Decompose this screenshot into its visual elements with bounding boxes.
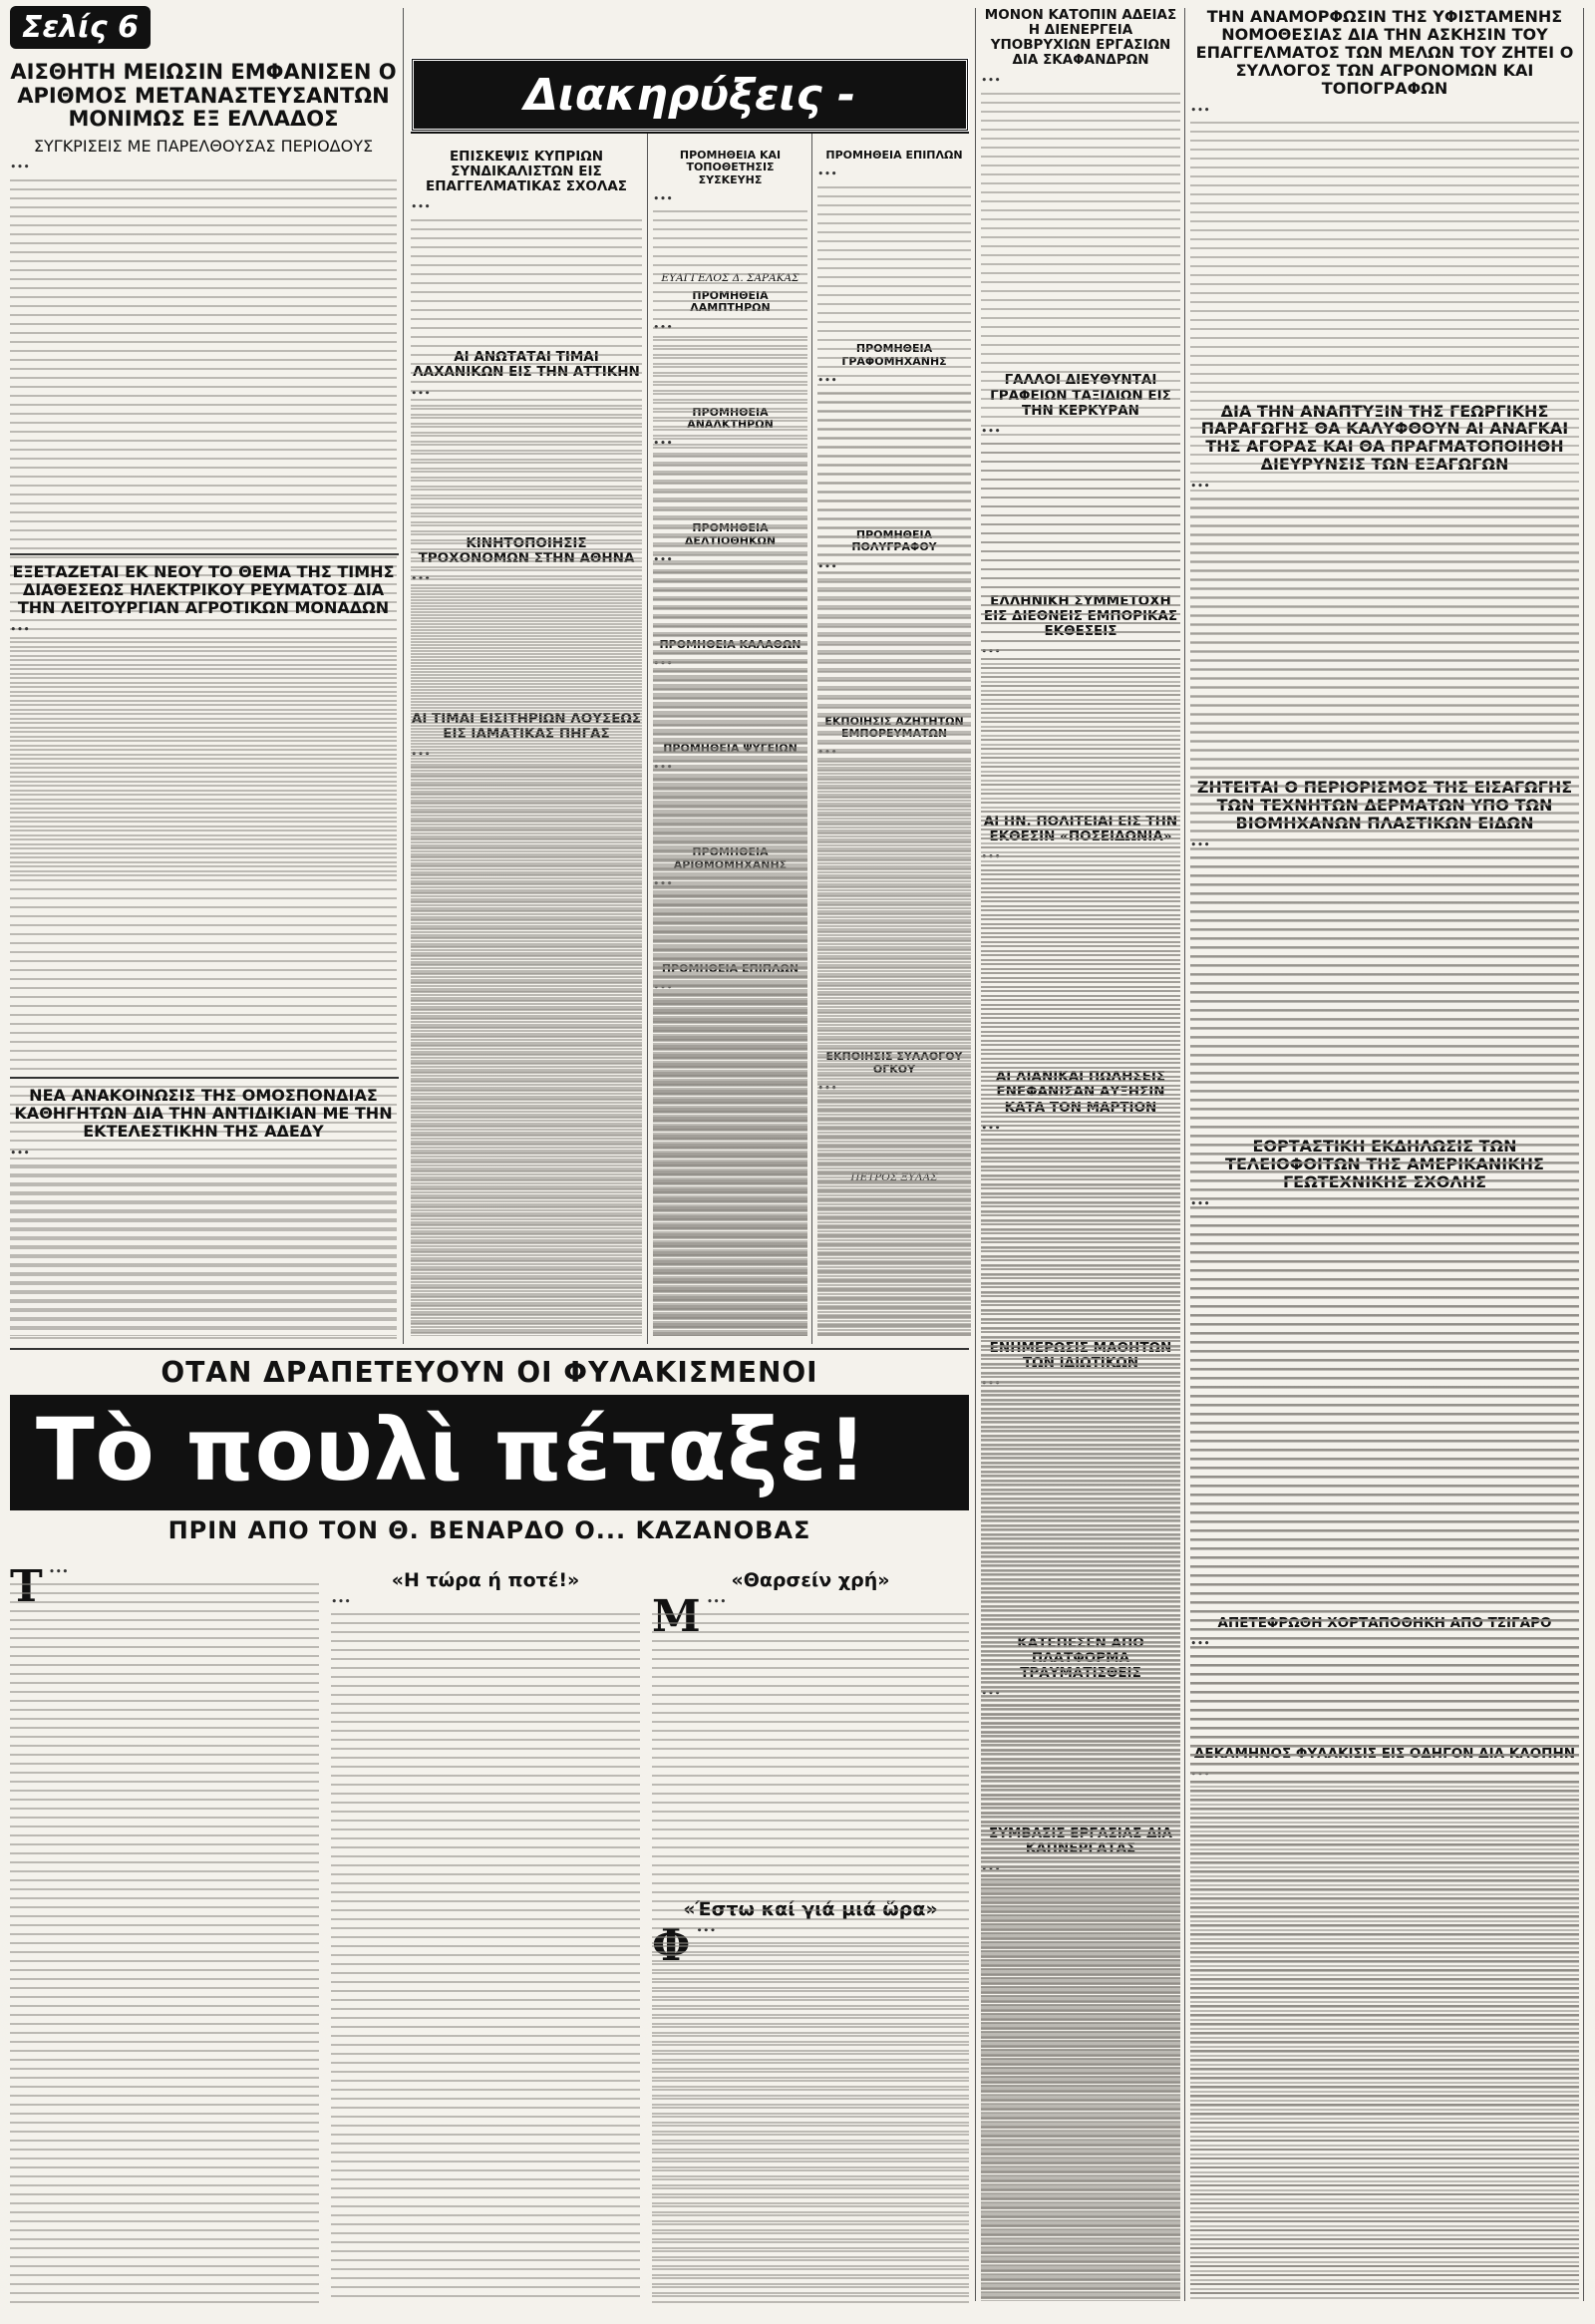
- notice-body-illegible: •••: [817, 374, 971, 523]
- article-headline: ΖΗΤΕΙΤΑΙ Ο ΠΕΡΙΟΡΙΣΜΟΣ ΤΗΣ ΕΙΣΑΓΩΓΗΣ ΤΩΝ ΤΕΧΝΗΤΩΝ ΔΕΡΜΑΤΩΝ ΥΠΟ ΤΩΝ ΒΙΟΜΗΧΑΝΩΝ ΠΛΑΣΤΙΚΩΝ ΕΙΔΩΝ: [1196, 778, 1573, 832]
- notice-headline: ΠΡΟΜΗΘΕΙΑ ΨΥΓΕΙΩΝ: [663, 742, 798, 756]
- story-kicker: ΟΤΑΝ ΔΡΑΠΕΤΕΥΟΥΝ ΟΙ ΦΥΛΑΚΙΣΜΕΝΟΙ: [160, 1356, 818, 1389]
- column-5: [981, 8, 1180, 2301]
- notice-body-illegible: •••: [817, 1082, 971, 1171]
- column-rule: [975, 8, 976, 2301]
- article-body-illegible: •••: [1190, 1197, 1579, 1616]
- auction-column-c: [817, 150, 971, 1336]
- article-body-illegible: •••: [411, 200, 642, 350]
- column-rule: [403, 8, 404, 1344]
- notice-signer: ΕΥΑΓΓΕΛΟΣ Δ. ΣΑΡΑΚΑΣ: [661, 271, 799, 284]
- notice-body-illegible: •••: [653, 981, 807, 1061]
- article-body-illegible: •••: [10, 1147, 397, 1326]
- article-headline: ΑΙ ΤΙΜΑΙ ΕΙΣΙΤΗΡΙΩΝ ΛΟΥΣΕΩΣ ΕΙΣ ΙΑΜΑΤΙΚΑΣ ΠΗΓΑΣ: [411, 710, 642, 742]
- article-headline: ΔΙΑ ΤΗΝ ΑΝΑΠΤΥΞΙΝ ΤΗΣ ΓΕΩΡΓΙΚΗΣ ΠΑΡΑΓΩΓΗΣ ΘΑ ΚΑΛΥΦΘΟΥΝ ΑΙ ΑΝΑΓΚΑΙ ΤΗΣ ΑΓΟΡΑΣ ΚΑΙ ΘΑ ΠΡΑΓΜΑΤΟΠΟΙΗΘΗ ΔΙΕΥΡΥΝΣΙΣ ΤΩΝ ΕΞΑΓΩΓΩΝ: [1200, 401, 1569, 475]
- article-headline: ΕΞΕΤΑΖΕΤΑΙ ΕΚ ΝΕΟΥ ΤΟ ΘΕΜΑ ΤΗΣ ΤΙΜΗΣ ΔΙΑΘΕΣΕΩΣ ΗΛΕΚΤΡΙΚΟΥ ΡΕΥΜΑΤΟΣ ΔΙΑ ΤΗΝ ΛΕΙΤΟΥΡΓΙΑΝ ΑΓΡΟΤΙΚΩΝ ΜΟΝΑΔΩΝ: [12, 563, 395, 617]
- story-body-illegible: •••: [331, 1595, 640, 2243]
- article-body-illegible: •••: [411, 572, 642, 712]
- story-body-illegible: •••: [652, 1595, 969, 1894]
- article-headline: ΑΙ ΑΝΩΤΑΤΑΙ ΤΙΜΑΙ ΛΑΧΑΝΙΚΩΝ ΕΙΣ ΤΗΝ ΑΤΤΙΚΗΝ: [413, 349, 640, 381]
- notice-headline: ΠΡΟΜΗΘΕΙΑ ΓΡΑΦΟΜΗΧΑΝΗΣ: [841, 342, 947, 368]
- section-rule: [10, 1348, 969, 1350]
- article-headline: ΜΟΝΟΝ ΚΑΤΟΠΙΝ ΑΔΕΙΑΣ Η ΔΙΕΝΕΡΓΕΙΑ ΥΠΟΒΡΥΧΙΩΝ ΕΡΓΑΣΙΩΝ ΔΙΑ ΣΚΑΦΑΝΔΡΩΝ: [984, 8, 1177, 69]
- teachers-article: [10, 1087, 397, 1336]
- notice-headline: ΕΚΠΟΙΗΣΙΣ ΑΖΗΤΗΤΩΝ ΕΜΠΟΡΕΥΜΑΤΩΝ: [824, 714, 964, 740]
- notice-headline: ΠΡΟΜΗΘΕΙΑ ΠΟΛΥΓΡΑΦΟΥ: [851, 527, 937, 554]
- notice-body-illegible: •••: [653, 321, 807, 401]
- story-inline-heading: «Η τώρα ή ποτέ!»: [391, 1569, 580, 1591]
- article-headline: ΑΠΕΤΕΦΡΩΘΗ ΧΟΡΤΑΠΟΘΗΚΗ ΑΠΟ ΤΣΙΓΑΡΟ: [1217, 1614, 1552, 1631]
- article-body-illegible: •••: [981, 645, 1180, 815]
- story-column-1: [10, 1565, 319, 2303]
- notice-headline: ΕΚΠΟΙΗΣΙΣ ΣΥΛΛΟΓΟΥ ΟΓΚΟΥ: [825, 1050, 963, 1076]
- notice-body-illegible: •••: [653, 553, 807, 633]
- article-body-illegible: •••: [10, 161, 397, 699]
- story-inline-heading: «Έστω καί γιά μιά ὥρα»: [683, 1898, 938, 1920]
- story-body-illegible: •••: [10, 1565, 319, 2263]
- section-rule: [10, 1077, 399, 1079]
- article-body-illegible: •••: [981, 74, 1180, 373]
- notice-body-illegible: •••: [817, 560, 971, 710]
- page-number: Σελίς 6: [10, 6, 151, 49]
- story-subtitle: ΠΡΙΝ ΑΠΟ ΤΟΝ Θ. ΒΕΝΑΡΔΟ Ο... ΚΑΖΑΝΟΒΑΣ: [167, 1516, 811, 1544]
- notice-signer: ΠΕΤΡΟΣ ΞΥΛΑΣ: [850, 1170, 938, 1183]
- drop-cap: Φ: [652, 1920, 691, 1971]
- notice-headline: ΠΡΟΜΗΘΕΙΑ ΕΠΙΠΛΩΝ: [661, 962, 799, 976]
- auction-column-a: [411, 150, 642, 1336]
- article-body-illegible: •••: [1190, 480, 1579, 779]
- column-rule: [647, 120, 648, 1344]
- story-inline-heading: «Θαρσείν χρή»: [731, 1569, 890, 1591]
- drop-cap: Τ: [10, 1565, 43, 1612]
- notice-headline: ΠΡΟΜΗΘΕΙΑ ΑΡΙΘΜΟΜΗΧΑΝΗΣ: [673, 845, 788, 871]
- column-rule: [811, 120, 812, 1344]
- auction-banner: Διακηρύξεις -: [411, 58, 969, 132]
- notice-body-illegible: •••: [653, 877, 807, 957]
- notice-headline: ΠΡΟΜΗΘΕΙΑ ΕΠΙΠΛΩΝ: [825, 150, 963, 162]
- story-column-3: [652, 1565, 969, 2303]
- notice-headline: ΠΡΟΜΗΘΕΙΑ ΚΑΛΑΘΩΝ: [659, 637, 801, 651]
- article-body-illegible: •••: [981, 1377, 1180, 1636]
- article-headline: ΑΙ ΗΝ. ΠΟΛΙΤΕΙΑΙ ΕΙΣ ΤΗΝ ΕΚΘΕΣΙΝ «ΠΟΣΕΙΔΩΝΙΑ»: [983, 814, 1178, 845]
- notice-headline: ΠΡΟΜΗΘΕΙΑ ΑΝΑΛΚΤΗΡΩΝ: [687, 405, 774, 431]
- notice-headline: ΠΡΟΜΗΘΕΙΑ ΛΑΜΠΤΗΡΩΝ: [690, 288, 771, 315]
- article-body-illegible: •••: [981, 1122, 1180, 1341]
- article-body-illegible: •••: [1190, 838, 1579, 1138]
- article-headline: ΣΥΜΒΑΣΙΣ ΕΡΓΑΣΙΑΣ ΔΙΑ ΚΑΠΝΕΡΓΑΤΑΣ: [988, 1826, 1173, 1857]
- article-body-illegible: •••: [981, 425, 1180, 594]
- article-headline: ΓΑΛΛΟΙ ΔΙΕΥΘΥΝΤΑΙ ΓΡΑΦΕΙΩΝ ΤΑΞΙΔΙΩΝ ΕΙΣ ΤΗΝ ΚΕΡΚΥΡΑΝ: [990, 372, 1171, 419]
- page-number-badge: [10, 6, 397, 49]
- article-subheadline: ΣΥΓΚΡΙΣΕΙΣ ΜΕ ΠΑΡΕΛΘΟΥΣΑΣ ΠΕΡΙΟΔΟΥΣ: [33, 136, 374, 156]
- article-body-illegible: •••: [1190, 1637, 1579, 1747]
- notice-body-illegible: •••: [653, 192, 807, 272]
- story-title: Τὸ πουλὶ πέταξε!: [10, 1395, 969, 1510]
- notice-body-illegible: •••: [653, 761, 807, 840]
- notice-body-illegible: •••: [817, 746, 971, 1045]
- story-body-illegible: •••: [652, 1924, 969, 2223]
- article-headline: ΕΠΙΣΚΕΨΙΣ ΚΥΠΡΙΩΝ ΣΥΝΔΙΚΑΛΙΣΤΩΝ ΕΙΣ ΕΠΑΓΓΕΛΜΑΤΙΚΑΣ ΣΧΟΛΑΣ: [425, 150, 627, 195]
- article-headline: ΝΕΑ ΑΝΑΚΟΙΝΩΣΙΣ ΤΗΣ ΟΜΟΣΠΟΝΔΙΑΣ ΚΑΘΗΓΗΤΩΝ ΔΙΑ ΤΗΝ ΑΝΤΙΔΙΚΙΑΝ ΜΕ ΤΗΝ ΕΚΤΕΛΕΣΤΙΚΗΝ ΤΗΣ ΑΔΕΔΥ: [14, 1087, 393, 1141]
- article-headline: ΤΗΝ ΑΝΑΜΟΡΦΩΣΙΝ ΤΗΣ ΥΦΙΣΤΑΜΕΝΗΣ ΝΟΜΟΘΕΣΙΑΣ ΔΙΑ ΤΗΝ ΑΣΚΗΣΙΝ ΤΟΥ ΕΠΑΓΓΕΛΜΑΤΟΣ ΤΩΝ ΜΕΛΩΝ ΤΟΥ ΖΗΤΕΙ Ο ΣΥΛΛΟΓΟΣ ΤΩΝ ΑΓΡΟΝΟΜΩΝ ΚΑΙ ΤΟΠΟΓΡΑΦΩΝ: [1195, 8, 1574, 98]
- article-headline: ΚΑΤΕΠΕΣΕΝ ΑΠΟ ΠΛΑΤΦΟΡΜΑ ΤΡΑΥΜΑΤΙΣΘΕΙΣ: [1017, 1634, 1144, 1682]
- article-body-illegible: •••: [1190, 1768, 1579, 1967]
- column-6: [1190, 8, 1579, 2301]
- article-headline: ΑΙ ΛΙΑΝΙΚΑΙ ΠΩΛΗΣΕΙΣ ΕΝΕΦΑΝΙΣΑΝ ΑΥΞΗΣΙΝ ΚΑΤΑ ΤΟΝ ΜΑΡΤΙΟΝ: [995, 1069, 1166, 1116]
- article-body-illegible: •••: [411, 748, 642, 987]
- auction-banner-block: [411, 58, 969, 138]
- escape-story: [10, 1356, 969, 2303]
- notice-body-illegible: •••: [817, 167, 971, 337]
- notice-body-illegible: •••: [653, 657, 807, 737]
- drop-cap: Μ: [652, 1591, 701, 1642]
- notice-body-illegible: •••: [653, 437, 807, 516]
- article-headline: ΕΟΡΤΑΣΤΙΚΗ ΕΚΔΗΛΩΣΙΣ ΤΩΝ ΤΕΛΕΙΟΦΟΙΤΩΝ ΤΗΣ ΑΜΕΡΙΚΑΝΙΚΗΣ ΓΕΩΤΕΧΝΙΚΗΣ ΣΧΟΛΗΣ: [1225, 1136, 1544, 1191]
- page-edge-rule: [1583, 8, 1584, 2301]
- article-body-illegible: •••: [411, 387, 642, 536]
- notice-headline: ΠΡΟΜΗΘΕΙΑ ΔΕΛΤΙΟΘΗΚΩΝ: [684, 521, 777, 547]
- article-headline: ΕΛΛΗΝΙΚΗ ΣΥΜΜΕΤΟΧΗ ΕΙΣ ΔΙΕΘΝΕΙΣ ΕΜΠΟΡΙΚΑΣ ΕΚΘΕΣΕΙΣ: [983, 592, 1178, 639]
- notice-headline: ΠΡΟΜΗΘΕΙΑ ΚΑΙ ΤΟΠΟΘΕΤΗΣΙΣ ΣΥΣΚΕΥΗΣ: [679, 150, 782, 186]
- section-rule: [10, 553, 399, 555]
- article-headline: ΕΝΗΜΕΡΩΣΙΣ ΜΑΘΗΤΩΝ ΤΩΝ ΙΔΙΩΤΙΚΩΝ: [989, 1339, 1172, 1371]
- article-body-illegible: •••: [10, 623, 397, 862]
- article-headline: ΚΙΝΗΤΟΠΟΙΗΣΙΣ ΤΡΟΧΟΝΟΜΩΝ ΣΤΗΝ ΑΘΗΝΑ: [418, 534, 635, 566]
- article-body-illegible: •••: [1190, 104, 1579, 403]
- article-body-illegible: •••: [981, 1862, 1180, 2062]
- article-body-illegible: •••: [981, 850, 1180, 1070]
- article-headline: ΑΙΣΘΗΤΗ ΜΕΙΩΣΙΝ ΕΜΦΑΝΙΣΕΝ Ο ΑΡΙΘΜΟΣ ΜΕΤΑΝΑΣΤΕΥΣΑΝΤΩΝ ΜΟΝΙΜΩΣ ΕΞ ΕΛΛΑΔΟΣ: [10, 60, 397, 132]
- auction-column-b: [653, 150, 807, 1336]
- column-rule: [1184, 8, 1185, 2301]
- article-body-illegible: •••: [981, 1687, 1180, 1826]
- electricity-article: [10, 563, 397, 882]
- article-headline: ΔΕΚΑΜΗΝΟΣ ΦΥΛΑΚΙΣΙΣ ΕΙΣ ΟΔΗΓΟΝ ΔΙΑ ΚΛΟΠΗΝ: [1193, 1745, 1576, 1762]
- story-column-2: [331, 1565, 640, 2303]
